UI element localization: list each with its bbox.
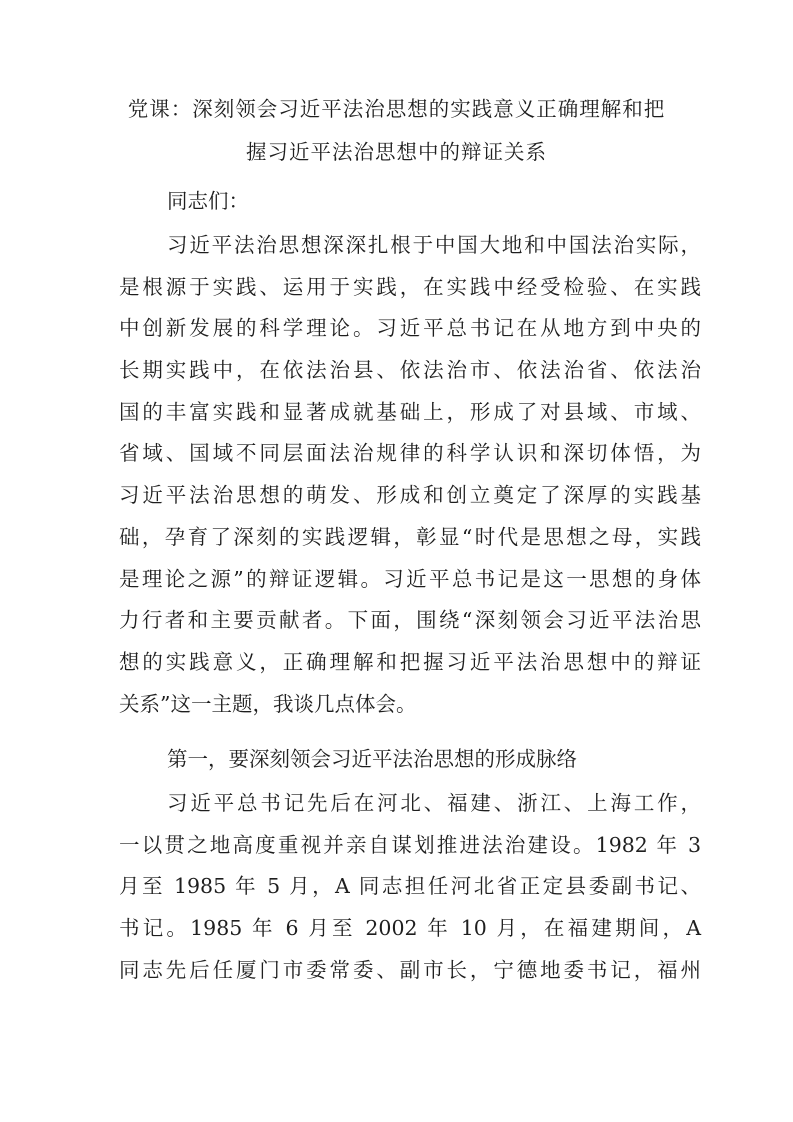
paragraph-line: 础，孕育了深刻的实践逻辑，彰显“时代是思想之母，实践 (119, 524, 701, 549)
paragraph-line: 一以贯之地高度重视并亲自谋划推进法治建设。1982 年 3 (119, 832, 701, 857)
paragraph-line: 想的实践意义，正确理解和把握习近平法治思想中的辩证 (119, 649, 701, 674)
paragraph-line: 习近平总书记先后在河北、福建、浙江、上海工作， (167, 791, 701, 815)
paragraph-line: 书记。1985 年 6 月至 2002 年 10 月，在福建期间，A (119, 916, 701, 941)
salutation: 同志们： (167, 189, 249, 213)
paragraph-line: 习近平法治思想的萌发、形成和创立奠定了深厚的实践基 (119, 483, 701, 508)
section-heading-1: 第一，要深刻领会习近平法治思想的形成脉络 (167, 747, 577, 771)
paragraph-line: 习近平法治思想深深扎根于中国大地和中国法治实际， (167, 233, 701, 257)
heading-block (119, 739, 701, 781)
paragraph-line: 力行者和主要贡献者。下面，围绕“深刻领会习近平法治思 (119, 608, 701, 633)
document-title (0, 88, 793, 174)
paragraph-line: 省域、国域不同层面法治规律的科学认识和深切体悟，为 (119, 441, 701, 466)
paragraph-line: 月至 1985 年 5 月，A 同志担任河北省正定县委副书记、 (119, 874, 701, 899)
paragraph-line: 中创新发展的科学理论。习近平总书记在从地方到中央的 (119, 316, 701, 341)
salutation-block (119, 181, 701, 223)
paragraph-line: 关系”这一主题，我谈几点体会。 (119, 691, 417, 716)
paragraph-2 (119, 783, 701, 991)
paragraph-line: 是根源于实践、运用于实践，在实践中经受检验、在实践 (119, 274, 701, 299)
paragraph-line: 国的丰富实践和显著成就基础上，形成了对县域、市域、 (119, 399, 701, 424)
paragraph-1 (119, 225, 701, 725)
title-line: 党课：深刻领会习近平法治思想的实践意义正确理解和把 (127, 97, 666, 121)
paragraph-line: 长期实践中，在依法治县、依法治市、依法治省、依法治 (119, 358, 701, 383)
paragraph-line: 是理论之源”的辩证逻辑。习近平总书记是这一思想的身体 (119, 566, 701, 591)
paragraph-line: 同志先后任厦门市委常委、副市长，宁德地委书记，福州 (119, 957, 701, 982)
title-line: 握习近平法治思想中的辩证关系 (246, 140, 547, 164)
